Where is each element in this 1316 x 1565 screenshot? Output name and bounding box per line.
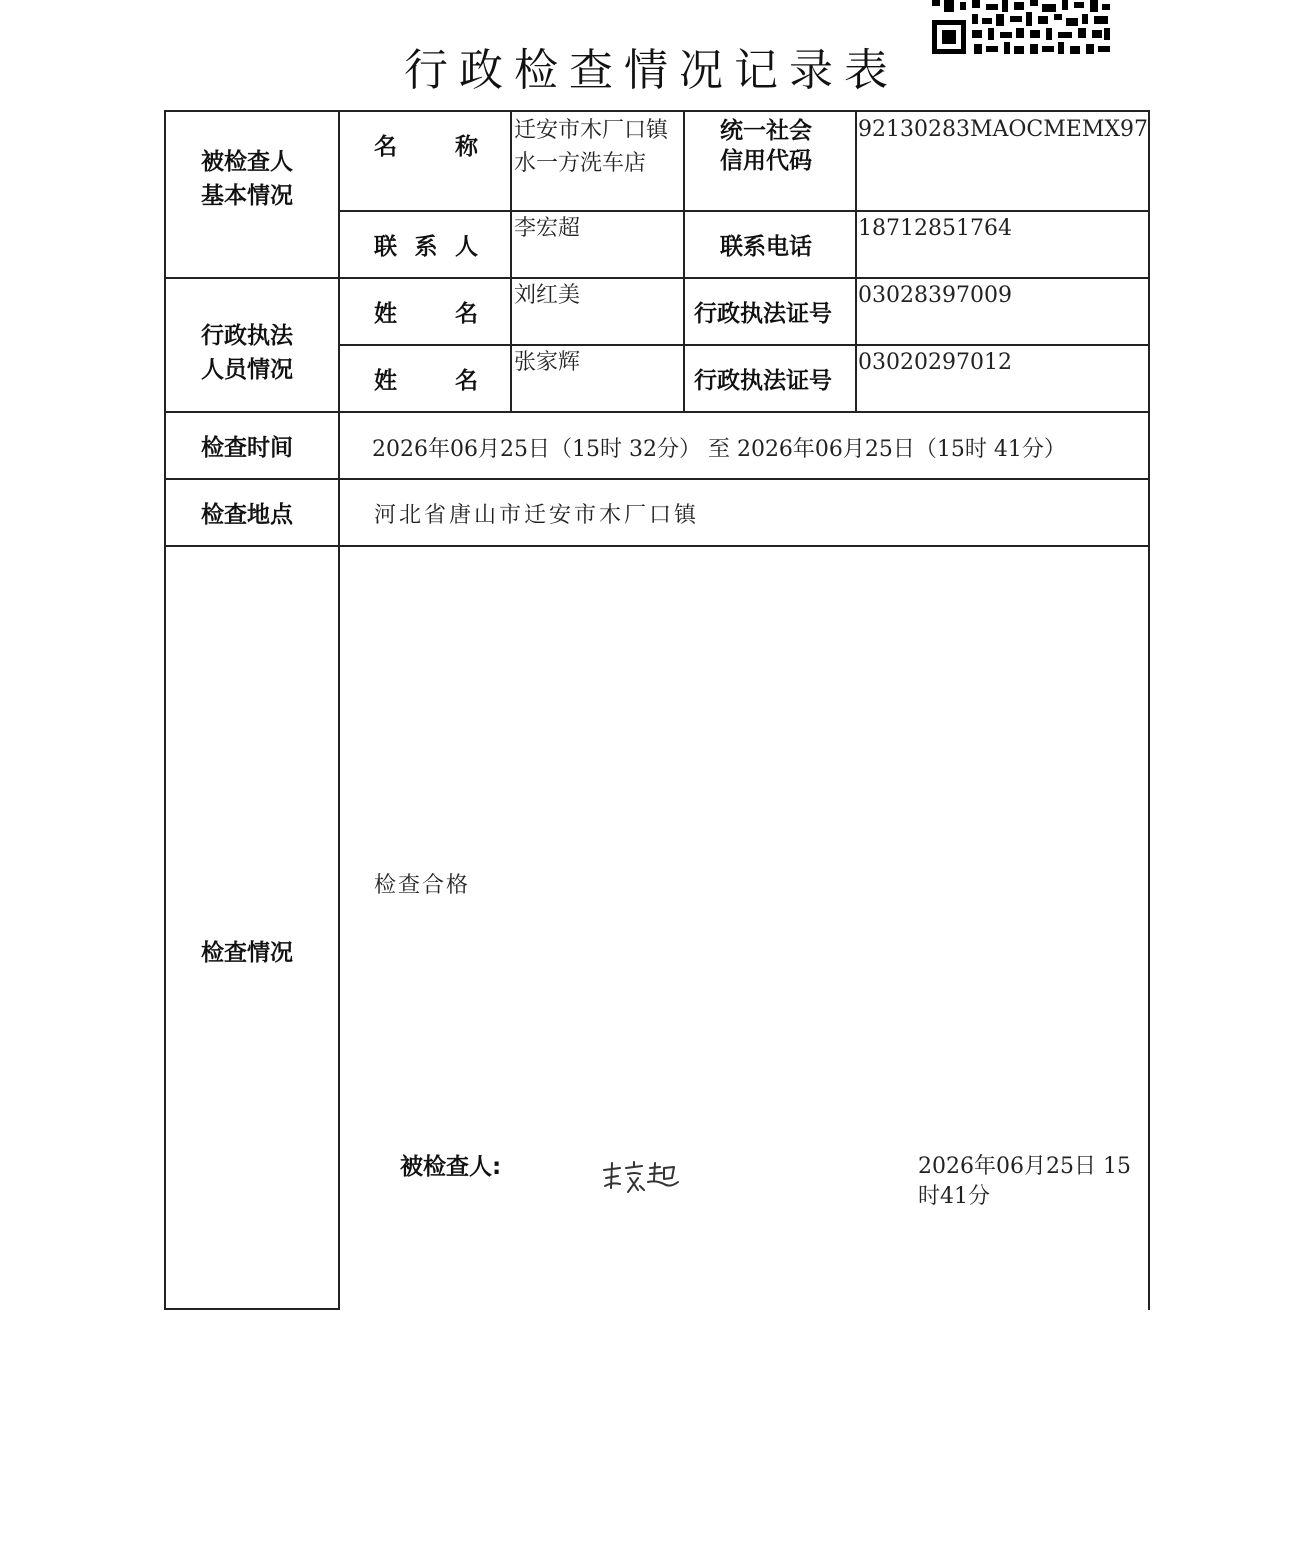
- column-divider: [855, 110, 857, 412]
- signer-label: 被检查人:: [400, 1154, 502, 1180]
- name-label-char: 称: [455, 134, 478, 160]
- officer-cert-value: 03028397009: [858, 283, 1012, 308]
- name-label: [374, 131, 478, 164]
- signed-datetime-line1: 2026年06月25日 15: [918, 1154, 1131, 1179]
- contact-label-char: 系: [414, 234, 438, 260]
- row-divider: [164, 277, 1150, 279]
- page-title: 行政检查情况记录表: [404, 45, 899, 96]
- contact-label-char: 联: [374, 234, 397, 260]
- officer-cert-value: 03020297012: [858, 350, 1012, 375]
- officer-name-label: [374, 365, 478, 398]
- officer-cert-label: 行政执法证号: [694, 301, 832, 327]
- row-divider: [164, 545, 1150, 547]
- table-border-top: [164, 110, 1150, 112]
- credit-code-value: 92130283MAOCMEMX97: [858, 117, 1149, 142]
- column-divider: [510, 110, 512, 412]
- inspection-result-label: 检查情况: [201, 940, 293, 966]
- contact-label-char: 人: [455, 234, 478, 260]
- name-label-char: 名: [374, 134, 397, 160]
- row-divider: [338, 210, 1150, 212]
- contact-label: [374, 231, 478, 264]
- officers-section-label-line2: 人员情况: [201, 357, 293, 383]
- column-divider: [338, 110, 340, 1310]
- inspection-time-label: 检查时间: [201, 435, 293, 461]
- officer-name-value: 张家辉: [514, 350, 581, 375]
- officer-name-value: 刘红美: [514, 283, 581, 308]
- inspection-time-value: 2026年06月25日（15时 32分） 至 2026年06月25日（15时 41分）: [372, 437, 1066, 462]
- signature-image: [600, 1160, 682, 1200]
- officer-name-label: [374, 298, 478, 331]
- inspection-location-value: 河北省唐山市迁安市木厂口镇: [374, 503, 700, 528]
- table-border-left: [164, 110, 166, 1310]
- inspected-section-label-line2: 基本情况: [201, 183, 293, 209]
- phone-value: 18712851764: [858, 216, 1012, 241]
- officer-name-label-char: 姓: [374, 368, 397, 394]
- qr-code-icon: [930, 0, 1112, 58]
- officers-section-label-line1: 行政执法: [201, 323, 293, 349]
- contact-value: 李宏超: [514, 216, 581, 241]
- row-divider: [164, 478, 1150, 480]
- signed-datetime-line2: 时41分: [918, 1184, 990, 1209]
- officer-cert-label: 行政执法证号: [694, 368, 832, 394]
- credit-code-label-line2: 信用代码: [720, 148, 812, 174]
- row-divider: [338, 344, 1150, 346]
- row-divider: [164, 411, 1150, 413]
- table-border-right: [1148, 110, 1150, 1310]
- inspected-name-value: 迁安市木厂口镇水一方洗车店: [514, 118, 669, 176]
- officer-name-label-char: 名: [455, 301, 478, 327]
- phone-label: 联系电话: [720, 234, 812, 260]
- inspected-section-label-line1: 被检查人: [201, 149, 293, 175]
- table-border-bottom: [164, 1308, 340, 1310]
- officer-name-label-char: 姓: [374, 301, 397, 327]
- inspection-location-label: 检查地点: [201, 502, 293, 528]
- officer-name-label-char: 名: [455, 368, 478, 394]
- credit-code-label-line1: 统一社会: [720, 118, 812, 144]
- column-divider: [683, 110, 685, 412]
- inspection-result-content: 检查合格: [374, 873, 471, 898]
